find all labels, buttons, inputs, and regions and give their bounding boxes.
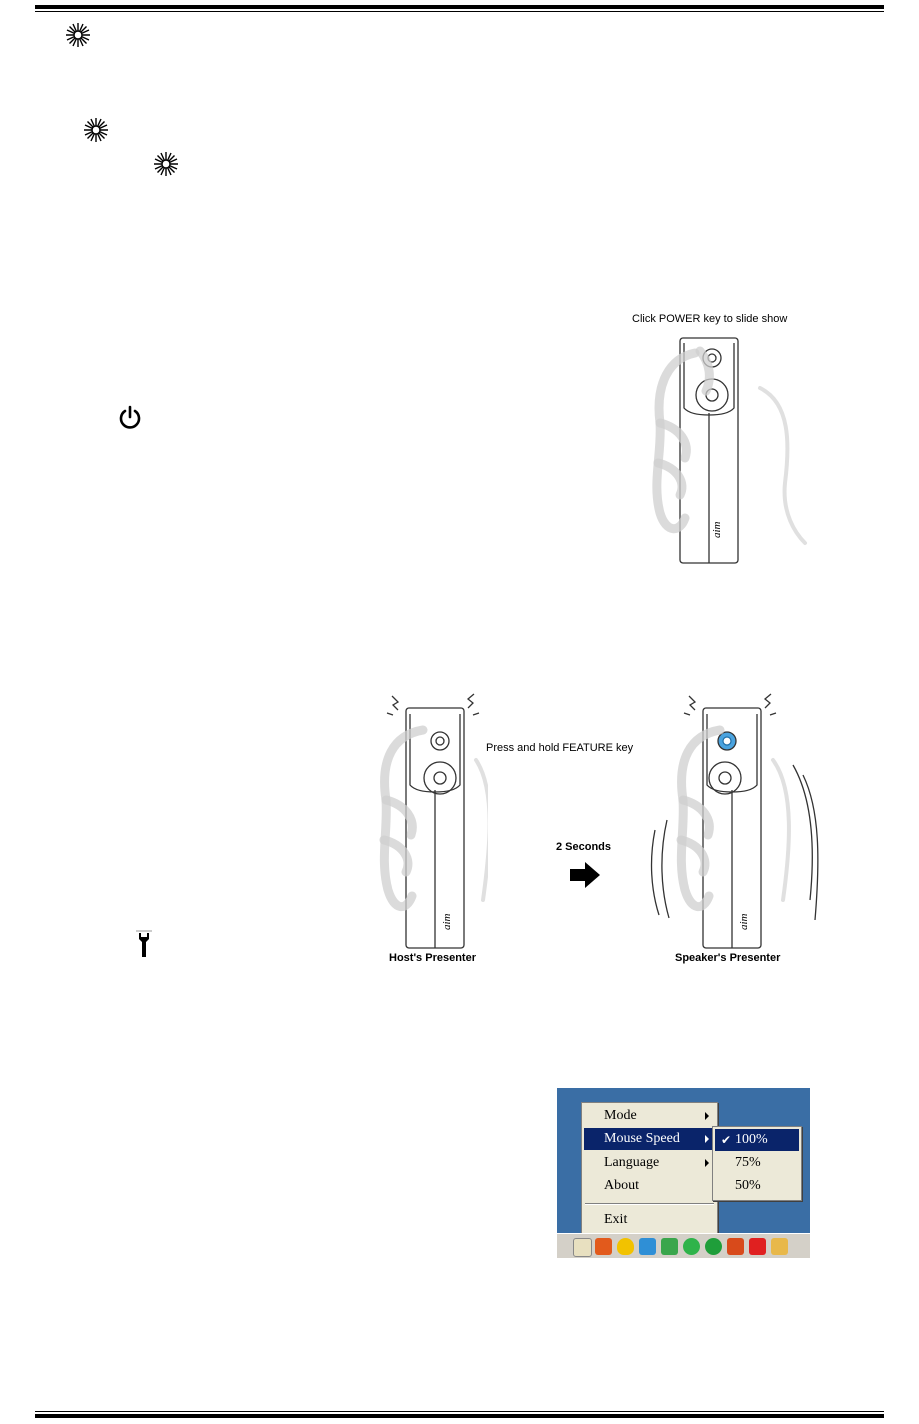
submenu-arrow-icon xyxy=(705,1159,709,1167)
menu-item-about[interactable]: About xyxy=(604,1178,639,1193)
checkmark-icon: ✔ xyxy=(721,1133,732,1147)
tray-tool-icon[interactable] xyxy=(771,1238,788,1255)
tray-app-icon[interactable] xyxy=(595,1238,612,1255)
tray-check-icon[interactable] xyxy=(683,1238,700,1255)
feature-figure-caption: Press and hold FEATURE key xyxy=(486,742,634,754)
laser-sun-icon xyxy=(153,151,179,177)
laser-sun-icon xyxy=(83,117,109,143)
submenu-arrow-icon xyxy=(705,1135,709,1143)
menu-separator xyxy=(585,1203,714,1205)
system-tray xyxy=(557,1233,810,1258)
host-presenter-illustration xyxy=(378,690,488,952)
submenu-arrow-icon xyxy=(705,1112,709,1120)
seconds-caption: 2 Seconds xyxy=(556,841,612,853)
tray-update-icon[interactable] xyxy=(705,1238,722,1255)
device-brand-label: aim xyxy=(711,521,723,538)
submenu-item-75[interactable]: 75% xyxy=(735,1155,761,1170)
menu-item-mode[interactable]: Mode xyxy=(584,1105,715,1127)
right-arrow-icon xyxy=(570,862,600,888)
speaker-presenter-illustration xyxy=(645,690,820,952)
wrench-icon xyxy=(136,930,152,958)
tray-network-icon[interactable] xyxy=(639,1238,656,1255)
submenu-item-50[interactable]: 50% xyxy=(735,1178,761,1193)
tray-acrobat-icon[interactable] xyxy=(749,1238,766,1255)
tray-status-icon[interactable] xyxy=(661,1238,678,1255)
top-rule xyxy=(35,5,884,9)
speaker-presenter-caption: Speaker's Presenter xyxy=(675,952,781,964)
power-figure-caption: Click POWER key to slide show xyxy=(632,313,788,325)
device-brand-label: aim xyxy=(441,913,453,930)
bottom-rule xyxy=(35,1414,884,1418)
menu-item-exit[interactable]: Exit xyxy=(604,1212,628,1227)
menu-item-language[interactable]: Language xyxy=(584,1152,715,1174)
submenu-item-100[interactable]: ✔ 100% xyxy=(715,1129,799,1151)
laser-sun-icon xyxy=(65,22,91,48)
mouse-speed-submenu xyxy=(712,1126,802,1201)
bottom-rule-thin xyxy=(35,1411,884,1412)
context-menu xyxy=(581,1102,718,1237)
power-icon xyxy=(118,405,142,431)
menu-item-mouse-speed[interactable]: Mouse Speed xyxy=(584,1128,715,1150)
tray-shield-icon[interactable] xyxy=(617,1238,634,1255)
presenter-power-illustration xyxy=(640,333,820,573)
tray-pen-icon[interactable] xyxy=(573,1238,592,1257)
top-rule-thin xyxy=(35,11,884,12)
host-presenter-caption: Host's Presenter xyxy=(389,952,476,964)
device-brand-label: aim xyxy=(738,913,750,930)
tray-volume-icon[interactable] xyxy=(727,1238,744,1255)
tray-menu-screenshot xyxy=(557,1088,810,1258)
